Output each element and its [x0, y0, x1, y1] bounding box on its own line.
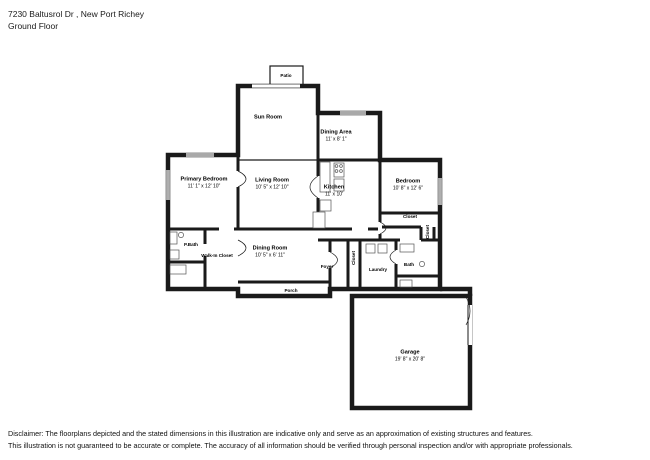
pbath-tub [170, 232, 177, 244]
dryer [378, 244, 387, 253]
burner-2 [340, 165, 343, 168]
burner-3 [335, 170, 338, 173]
fixtures [170, 162, 425, 287]
room-dimensions: 11' x 8' 1" [325, 136, 347, 143]
burner-1 [335, 165, 338, 168]
bath-toilet [400, 280, 412, 287]
room-name: Primary Bedroom [180, 176, 228, 183]
room-name: Sun Room [254, 114, 282, 121]
house-structure [168, 66, 470, 408]
kitchen-appliance [320, 200, 331, 211]
room-dimensions: 10' 5" x 6' 11" [255, 252, 285, 259]
room-name: Dining Room [252, 245, 288, 252]
room-name: Living Room [255, 177, 289, 184]
room-dimensions: 19' 8" x 20' 8" [394, 356, 426, 363]
kitchen-counter-left [320, 162, 330, 192]
room-name: Walk-In Closet [201, 253, 233, 259]
kitchen-refrigerator [313, 212, 325, 228]
room-name: Foyer [320, 264, 334, 270]
room-shape-sun-room [238, 86, 318, 160]
room-dimensions: 11' x 10' [325, 191, 343, 198]
room-name: Garage [400, 349, 420, 356]
room-name: Bedroom [395, 178, 421, 185]
floor-label: Ground Floor [8, 21, 59, 32]
garage-outer-wall [352, 296, 470, 408]
pbath-toilet [170, 250, 179, 259]
room-name: Closet [425, 224, 431, 240]
room-name: Laundry [368, 267, 388, 273]
room-name: P.Bath [184, 242, 198, 248]
disclaimer-line-2: This illustration is not guaranteed to be accurate or complete. The accuracy of all information should be verified through personal inspection and/or with appropriate professionals. [8, 441, 573, 451]
pbath-vanity [170, 265, 186, 274]
room-shape-patio [270, 66, 303, 86]
room-name: Patio [280, 73, 292, 79]
room-name: Kitchen [323, 184, 345, 191]
pbath-sink [178, 232, 183, 237]
room-name: Bath [403, 262, 415, 268]
burner-4 [340, 170, 343, 173]
disclaimer-line-1: Disclaimer: The floorplans depicted and the stated dimensions in this illustration are indicative only and serve as an approximation of existing structures and features. [8, 429, 533, 438]
room-name: Closet [402, 214, 418, 220]
room-name: Closet [351, 250, 357, 266]
room-dimensions: 10' 5" x 12' 10" [255, 184, 289, 191]
room-dimensions: 10' 8" x 12' 6" [392, 185, 424, 192]
washer [366, 244, 375, 253]
disclaimer [8, 428, 608, 452]
room-name: Porch [284, 288, 298, 294]
kitchen-sink [334, 179, 344, 191]
property-address: 7230 Baltusrol Dr , New Port Richey [8, 9, 145, 19]
room-name: Dining Area [320, 129, 352, 136]
bath-sink [419, 261, 424, 266]
room-dimensions: 11' 1" x 12' 10" [187, 183, 221, 190]
door-openings [205, 171, 396, 268]
bath-tub [400, 244, 414, 252]
